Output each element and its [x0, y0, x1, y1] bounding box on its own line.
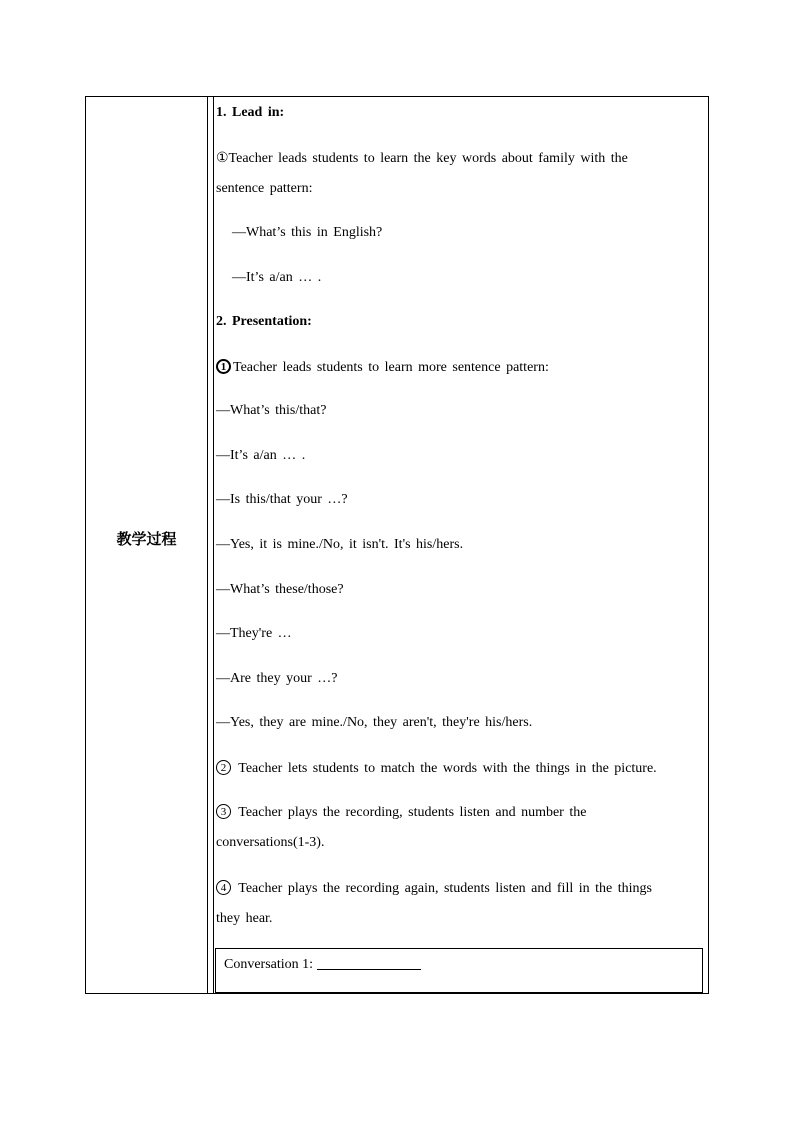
pattern-a1: —It’s a/an … .	[216, 448, 306, 463]
conversation-1-label: Conversation 1:	[224, 957, 314, 972]
conversation-1-blank[interactable]	[317, 957, 421, 970]
section-label: 教学过程	[116, 530, 177, 548]
presentation-item-3-text: Teacher plays the recording, students listen and number the	[238, 805, 587, 820]
lead-in-item-1-line-a: ①Teacher leads students to learn the key words about family with the	[216, 151, 628, 166]
pattern-q2: —Is this/that your …?	[216, 492, 348, 507]
presentation-item-2	[216, 760, 657, 777]
presentation-item-4-line-a	[216, 880, 652, 897]
presentation-item-1	[216, 359, 549, 376]
pattern-q1: —What’s this/that?	[216, 403, 327, 418]
number-2-circle: 2	[216, 760, 231, 775]
lead-in-heading: 1. Lead in:	[216, 105, 285, 120]
number-4-circle: 4	[216, 880, 231, 895]
pattern-a4: —Yes, they are mine./No, they aren't, they're his/hers.	[216, 715, 533, 730]
lesson-table	[85, 96, 709, 994]
number-3-circle: 3	[216, 804, 231, 819]
lead-in-question: —What’s this in English?	[232, 225, 383, 240]
presentation-item-2-text: Teacher lets students to match the words with the things in the picture.	[238, 761, 657, 776]
conversation-1-line	[224, 957, 421, 973]
lead-in-item-1-line-b: sentence pattern:	[216, 181, 313, 196]
number-1-circle: 1	[216, 359, 231, 374]
pattern-a3: —They're …	[216, 626, 292, 641]
presentation-item-3-line-b: conversations(1-3).	[216, 835, 325, 850]
left-label-cell	[86, 97, 208, 993]
pattern-q3: —What’s these/those?	[216, 582, 344, 597]
pattern-a2: —Yes, it is mine./No, it isn't. It's his/hers.	[216, 537, 464, 552]
presentation-heading: 2. Presentation:	[216, 314, 312, 329]
lead-in-answer: —It’s a/an … .	[232, 270, 322, 285]
column-divider	[213, 97, 214, 993]
pattern-q4: —Are they your …?	[216, 671, 338, 686]
presentation-item-4-line-b: they hear.	[216, 911, 273, 926]
presentation-item-1-text: Teacher leads students to learn more sentence pattern:	[233, 360, 549, 375]
conversation-box	[215, 948, 703, 993]
presentation-item-3-line-a	[216, 804, 586, 821]
presentation-item-4-text: Teacher plays the recording again, students listen and fill in the things	[238, 881, 652, 896]
